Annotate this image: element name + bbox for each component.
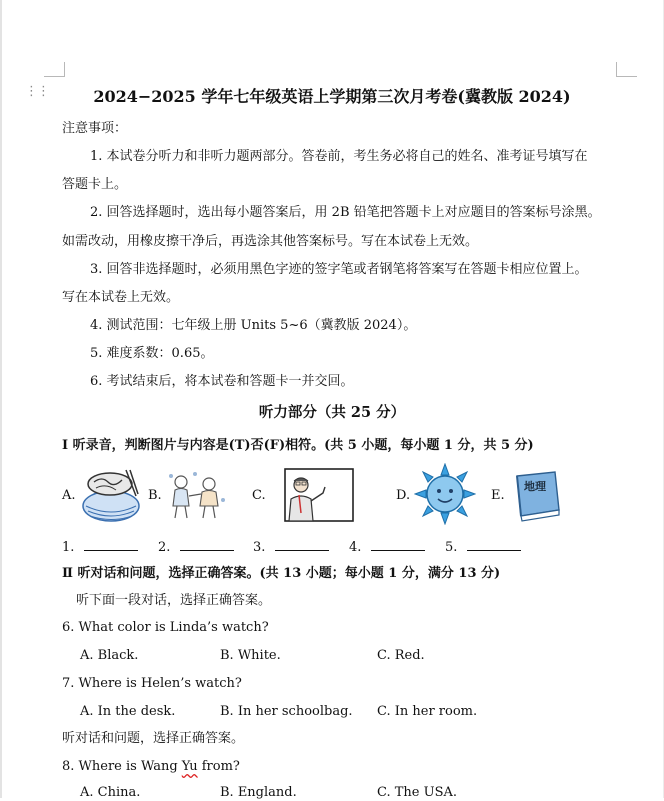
q8-option-a: A. China.: [80, 785, 141, 800]
part2-intro-2: 听对话和问题，选择正确答案。: [62, 731, 245, 746]
crop-mark-left: [44, 62, 65, 77]
listening-section-title: 听力部分（共 25 分）: [258, 404, 406, 421]
sun-icon: [414, 463, 476, 525]
spellcheck-word: Yu: [181, 759, 198, 774]
image-label-c: C.: [252, 488, 266, 503]
geography-book-icon: [511, 470, 561, 522]
notice-1a: 1. 本试卷分听力和非听力题两部分。答卷前，考生务必将自己的姓名、准考证号填写在: [90, 149, 588, 164]
answer-blank-3: 3.: [253, 538, 329, 556]
notice-5: 5. 难度系数：0.65。: [90, 346, 214, 361]
image-label-d: D.: [396, 488, 411, 503]
notice-2b: 如需改动，用橡皮擦干净后，再选涂其他答案标号。写在本试卷上无效。: [62, 234, 479, 249]
part2-heading: Ⅱ 听对话和问题，选择正确答案。(共 13 小题；每小题 1 分，满分 13 分): [62, 566, 501, 581]
children-playing-icon: [165, 470, 227, 522]
q7-option-b: B. In her schoolbag.: [220, 704, 353, 719]
image-label-a: A.: [62, 488, 76, 503]
answer-blank-4: 4.: [349, 538, 425, 556]
answer-blank-5: 5.: [445, 538, 521, 556]
q6-option-c: C. Red.: [377, 648, 425, 663]
question-6: 6. What color is Linda’s watch?: [62, 620, 269, 635]
image-label-e: E.: [491, 488, 505, 503]
q6-option-a: A. Black.: [80, 648, 139, 663]
page-title: 2024−2025 学年七年级英语上学期第三次月考卷(冀教版 2024): [93, 87, 571, 106]
notice-2a: 2. 回答选择题时，选出每小题答案后，用 2B 铅笔把答题卡上对应题目的答案标号涂黑。: [90, 205, 601, 220]
q6-option-b: B. White.: [220, 648, 281, 663]
q8-option-b: B. England.: [220, 785, 297, 800]
drag-handle-icon[interactable]: ⋮⋮: [25, 84, 49, 99]
notice-1b: 答题卡上。: [62, 177, 128, 192]
image-label-b: B.: [148, 488, 162, 503]
notice-3b: 写在本试卷上无效。: [62, 290, 180, 305]
q7-option-c: C. In her room.: [377, 704, 478, 719]
part1-heading: Ⅰ 听录音，判断图片与内容是(T)否(F)相符。(共 5 小题，每小题 1 分，共 5 分): [62, 438, 534, 453]
notice-6: 6. 考试结束后，将本试卷和答题卡一并交回。: [90, 374, 354, 389]
hotpot-food-icon: [78, 466, 144, 524]
page-left-edge: [0, 0, 2, 798]
q7-option-a: A. In the desk.: [80, 704, 176, 719]
notice-4: 4. 测试范围：七年级上册 Units 5~6（冀教版 2024）。: [90, 318, 417, 333]
q8-option-c: C. The USA.: [377, 785, 457, 800]
teacher-at-board-icon: [277, 467, 355, 523]
crop-mark-right: [616, 62, 637, 77]
part2-intro: 听下面一段对话，选择正确答案。: [76, 593, 272, 608]
notice-heading: 注意事项：: [62, 121, 128, 136]
question-8: 8. Where is Wang Yu from?: [62, 759, 240, 774]
notice-3a: 3. 回答非选择题时，必须用黑色字迹的签字笔或者钢笔将答案写在答题卡相应位置上。: [90, 262, 588, 277]
book-cover-text: 地理: [524, 480, 546, 493]
answer-blank-1: 1.: [62, 538, 138, 556]
question-7: 7. Where is Helen’s watch?: [62, 676, 242, 691]
answer-blank-2: 2.: [158, 538, 234, 556]
